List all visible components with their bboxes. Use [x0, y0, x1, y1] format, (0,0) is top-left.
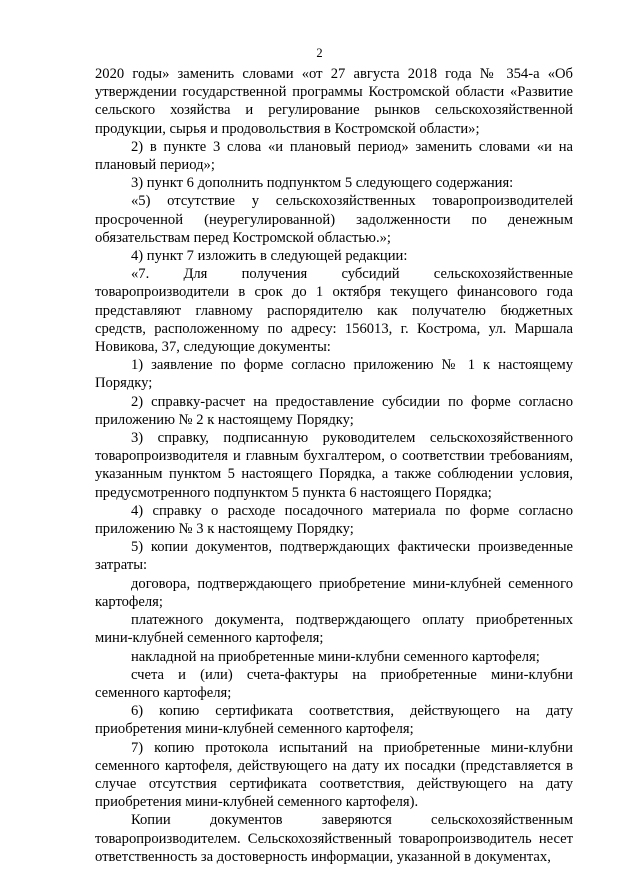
paragraph: накладной на приобретенные мини-клубни семенного картофеля; [131, 648, 540, 665]
paragraph: 3) пункт 6 дополнить подпунктом 5 следующего содержания: [131, 175, 514, 192]
paragraph: 3) справку, подписанную руководителем сельскохозяйственного товаропроизводителя и главным бухгалтером, о соответствии требованиям, указанным пунктом 5 настоящего Порядка, а также соблюдении условия, предусмотренного подпунктом 5 пункта 6 настоящего Порядка; [95, 430, 573, 501]
paragraph: счета и (или) счета-фактуры на приобретенные мини-клубни семенного картофеля; [95, 666, 573, 701]
paragraph: 2) справку-расчет на предоставление субсидии по форме согласно приложению № 2 к настоящему Порядку; [95, 393, 573, 428]
paragraph: 6) копию сертификата соответствия, действующего на дату приобретения мини-клубней семенного картофеля; [95, 703, 573, 738]
paragraph: Копии документов заверяются сельскохозяйственным товаропроизводителем. Сельскохозяйственный товаропроизводитель несет ответственность за достоверность информации, указанной в документах, [95, 812, 573, 865]
paragraph: 5) копии документов, подтверждающих фактически произведенные затраты: [95, 539, 573, 574]
paragraph: 7) копию протокола испытаний на приобретенные мини-клубни семенного картофеля, действующего на дату их посадки (представляется в случае отсутствия сертификата соответствия, действующего на дату приобретения мини-клубней семенного картофеля). [95, 739, 573, 811]
paragraph: 4) справку о расходе посадочного материала по форме согласно приложению № 3 к настоящему Порядку; [95, 502, 573, 538]
paragraph: «7. Для получения субсидий сельскохозяйственные товаропроизводители в срок до 1 октября текущего финансового года представляют главному распорядителю как получателю бюджетных средств, расположенному по адресу: 156013, г. Кострома, ул. Маршала Новикова, 37, следующие документы: [95, 266, 573, 356]
document-body [95, 65, 573, 866]
paragraph: договора, подтверждающего приобретение мини-клубней семенного картофеля; [95, 575, 573, 610]
paragraph-continuation: 2020 годы» заменить словами «от 27 августа 2018 года № 354-а «Об утверждении государственной программы Костромской области «Развитие сельского хозяйства и регулирование рынков сельскохозяйственной продукции, сырья и продовольствия в Костромской области»; [95, 66, 573, 137]
paragraph: платежного документа, подтверждающего оплату приобретенных мини-клубней семенного картофеля; [95, 612, 573, 647]
page-number: 2 [316, 46, 323, 60]
paragraph: 2) в пункте 3 слова «и плановый период» заменить словами «и на плановый период»; [95, 138, 573, 174]
paragraph: 1) заявление по форме согласно приложению № 1 к настоящему Порядку; [95, 357, 573, 392]
paragraph: 4) пункт 7 изложить в следующей редакции: [131, 248, 408, 265]
paragraph: «5) отсутствие у сельскохозяйственных товаропроизводителей просроченной (неурегулированной) задолженности по денежным обязательствам перед Костромской областью.»; [95, 193, 573, 246]
